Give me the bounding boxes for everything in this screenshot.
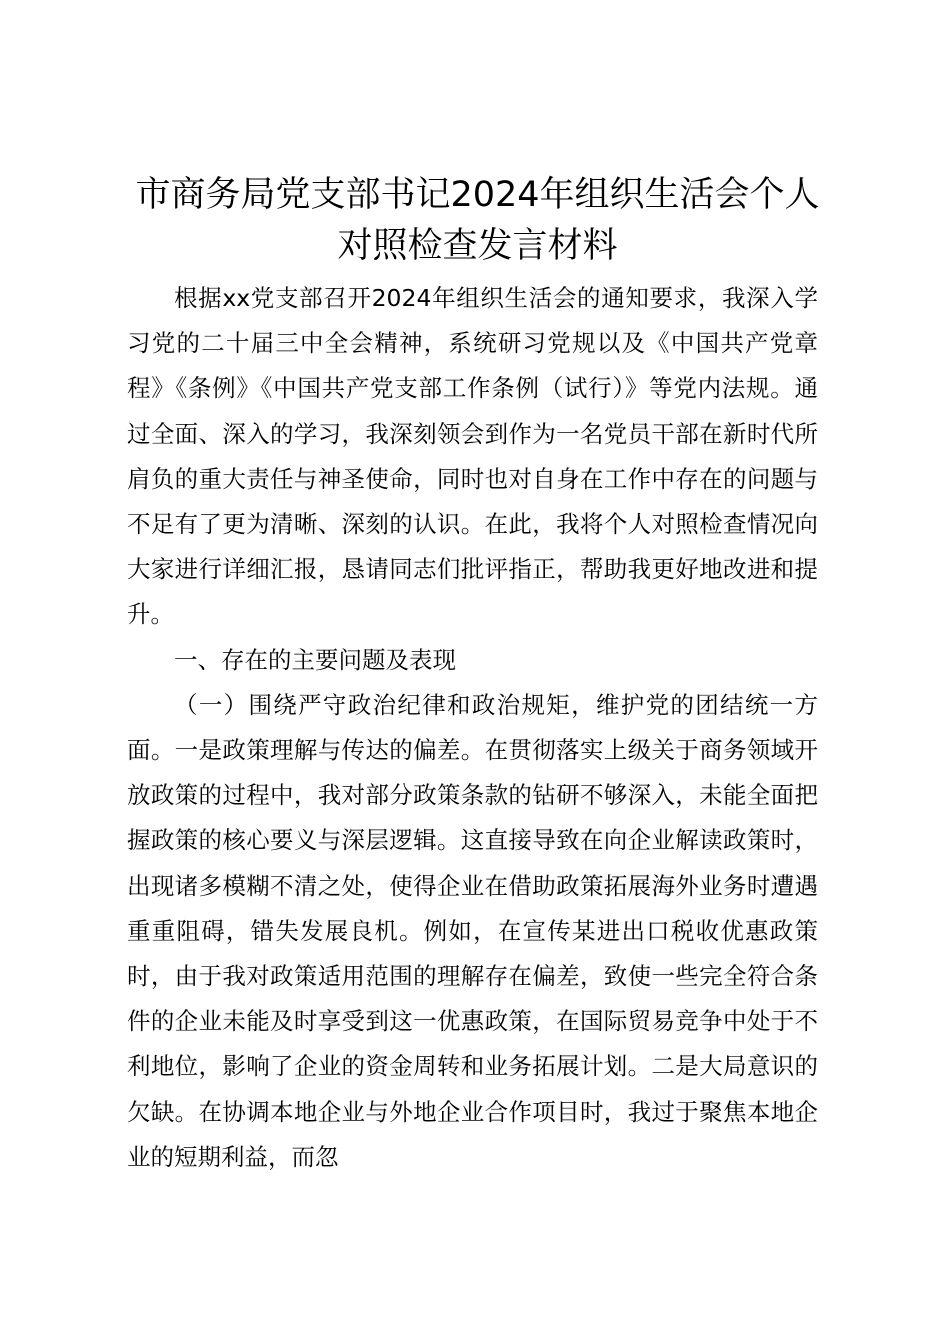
intro-paragraph: 根据xx党支部召开2024年组织生活会的通知要求，我深入学习党的二十届三中全会精神，系统研习党规以及《中国共产党章程》《条例》《中国共产党支部工作条例（试行）》等党内法规。通过全面、深入的学习，我深刻领会到作为一名党员干部在新时代所肩负的重大责任与神圣使命，同时也对自身在工作中存在的问题与不足有了更为清晰、深刻的认识。在此，我将个人对照检查情况向大家进行详细汇报，恳请同志们批评指正，帮助我更好地改进和提升。 [127, 284, 818, 629]
subsection-paragraph: （一）围绕严守政治纪律和政治规矩，维护党的团结统一方面。一是政策理解与传达的偏差。在贯彻落实上级关于商务领域开放政策的过程中，我对部分政策条款的钻研不够深入，未能全面把握政策的核心要义与深层逻辑。这直接导致在向企业解读政策时，出现诸多模糊不清之处，使得企业在借助政策拓展海外业务时遭遇重重阻碍，错失发展良机。例如，在宣传某进出口税收优惠政策时，由于我对政策适用范围的理解存在偏差，致使一些完全符合条件的企业未能及时享受到这一优惠政策，在国际贸易竞争中处于不利地位，影响了企业的资金周转和业务拓展计划。二是大局意识的欠缺。在协调本地企业与外地企业合作项目时，我过于聚焦本地企业的短期利益，而忽 [127, 690, 818, 1171]
document-title: 市商务局党支部书记2024年组织生活会个人对照检查发言材料 [135, 175, 820, 266]
section-heading: 一、存在的主要问题及表现 [174, 645, 456, 674]
document-body [127, 276, 818, 1180]
